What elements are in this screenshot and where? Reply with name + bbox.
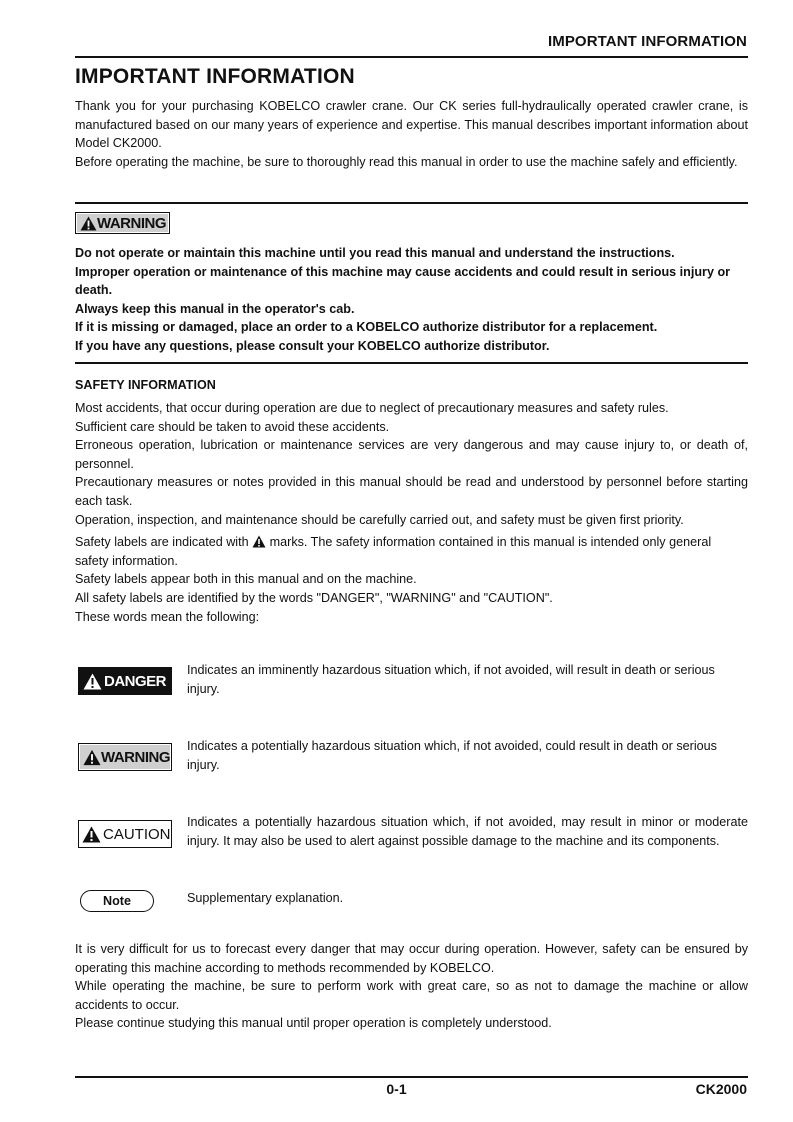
danger-badge xyxy=(78,667,172,695)
safety-labels-text-after: marks. The safety information contained in this manual is intended only general safety information. xyxy=(75,535,712,568)
closing-paragraph: Please continue studying this manual until proper operation is completely understood. xyxy=(75,1016,552,1031)
safety-labels-text-before: Safety labels are indicated with xyxy=(75,535,253,550)
warning-line: If it is missing or damaged, place an order to a KOBELCO authorize distributor for a replacement. xyxy=(75,320,658,335)
note-badge xyxy=(80,890,154,912)
closing-section xyxy=(75,940,748,1033)
safety-line: Safety labels appear both in this manual and on the machine. xyxy=(75,572,417,587)
warning-text xyxy=(75,244,748,356)
caution-triangle-icon xyxy=(82,826,101,843)
caution-definition: Indicates a potentially hazardous situation which, if not avoided, may result in minor or moderate injury. It may also be used to alert against possible damage to the machine and its components. xyxy=(187,815,748,848)
intro-paragraph: Thank you for your purchasing KOBELCO crawler crane. Our CK series full-hydraulically operated crawler crane, is manufactured based on our many years of experience and expertise. This manual describes important information about Model CK2000. xyxy=(75,99,748,151)
safety-line: Most accidents, that occur during operation are due to neglect of precautionary measures and safety rules. xyxy=(75,401,669,415)
caution-badge-label: CAUTION xyxy=(103,825,171,843)
closing-paragraph: It is very difficult for us to forecast every danger that may occur during operation. However, safety can be ensured by operating this machine according to methods recommended by KOBELCO. xyxy=(75,942,748,975)
danger-triangle-icon xyxy=(83,673,102,690)
safety-line: These words mean the following: xyxy=(75,609,260,624)
safety-line: All safety labels are identified by the words "DANGER", "WARNING" and "CAUTION". xyxy=(75,590,553,605)
warning-triangle-icon xyxy=(83,749,101,766)
safety-heading: SAFETY INFORMATION xyxy=(75,378,216,392)
intro-section xyxy=(75,97,748,171)
running-header: IMPORTANT INFORMATION xyxy=(547,33,747,50)
intro-paragraph: Before operating the machine, be sure to thoroughly read this manual in order to use the machine safely and efficiently. xyxy=(75,154,738,169)
danger-definition: Indicates an imminently hazardous situation which, if not avoided, will result in death or serious injury. xyxy=(187,663,715,696)
safety-line: Erroneous operation, lubrication or maintenance services are very dangerous and may cause injury to, or death of, personnel. xyxy=(75,438,748,471)
safety-line: Precautionary measures or notes provided in this manual should be read and understood by personnel before starting each task. xyxy=(75,475,748,508)
warning-triangle-icon xyxy=(252,535,266,548)
warning-line: If you have any questions, please consult your KOBELCO authorize distributor. xyxy=(75,338,550,353)
warning-badge xyxy=(78,743,172,771)
warning-bottom-rule xyxy=(75,362,748,364)
warning-triangle-icon xyxy=(80,216,97,231)
closing-paragraph: While operating the machine, be sure to perform work with great care, so as not to damage the machine or allow accidents to occur. xyxy=(75,979,748,1012)
warning-definition: Indicates a potentially hazardous situation which, if not avoided, could result in death or serious injury. xyxy=(187,739,717,772)
warning-line: Do not operate or maintain this machine until you read this manual and understand the instructions. xyxy=(75,246,675,260)
danger-badge-label: DANGER xyxy=(104,672,167,690)
page-number: 0-1 xyxy=(386,1081,407,1097)
note-definition: Supplementary explanation. xyxy=(187,891,344,905)
page-title: IMPORTANT INFORMATION xyxy=(75,65,355,88)
safety-labels-line xyxy=(75,533,748,570)
warning-line: Improper operation or maintenance of this machine may cause accidents and could result in serious injury or death. xyxy=(75,264,731,298)
warning-top-rule xyxy=(75,202,748,204)
note-badge-label: Note xyxy=(103,894,131,908)
safety-line: Sufficient care should be taken to avoid these accidents. xyxy=(75,419,390,434)
warning-badge-label: WARNING xyxy=(97,214,166,232)
caution-badge xyxy=(78,820,172,848)
safety-section xyxy=(75,399,748,626)
model-name: CK2000 xyxy=(695,1081,747,1097)
warning-line: Always keep this manual in the operator's cab. xyxy=(75,301,355,316)
warning-badge-label: WARNING xyxy=(101,748,170,766)
warning-badge-top xyxy=(75,212,170,234)
safety-line: Operation, inspection, and maintenance should be carefully carried out, and safety must be given first priority. xyxy=(75,512,684,527)
footer-rule xyxy=(75,1076,748,1078)
header-rule xyxy=(75,56,748,58)
